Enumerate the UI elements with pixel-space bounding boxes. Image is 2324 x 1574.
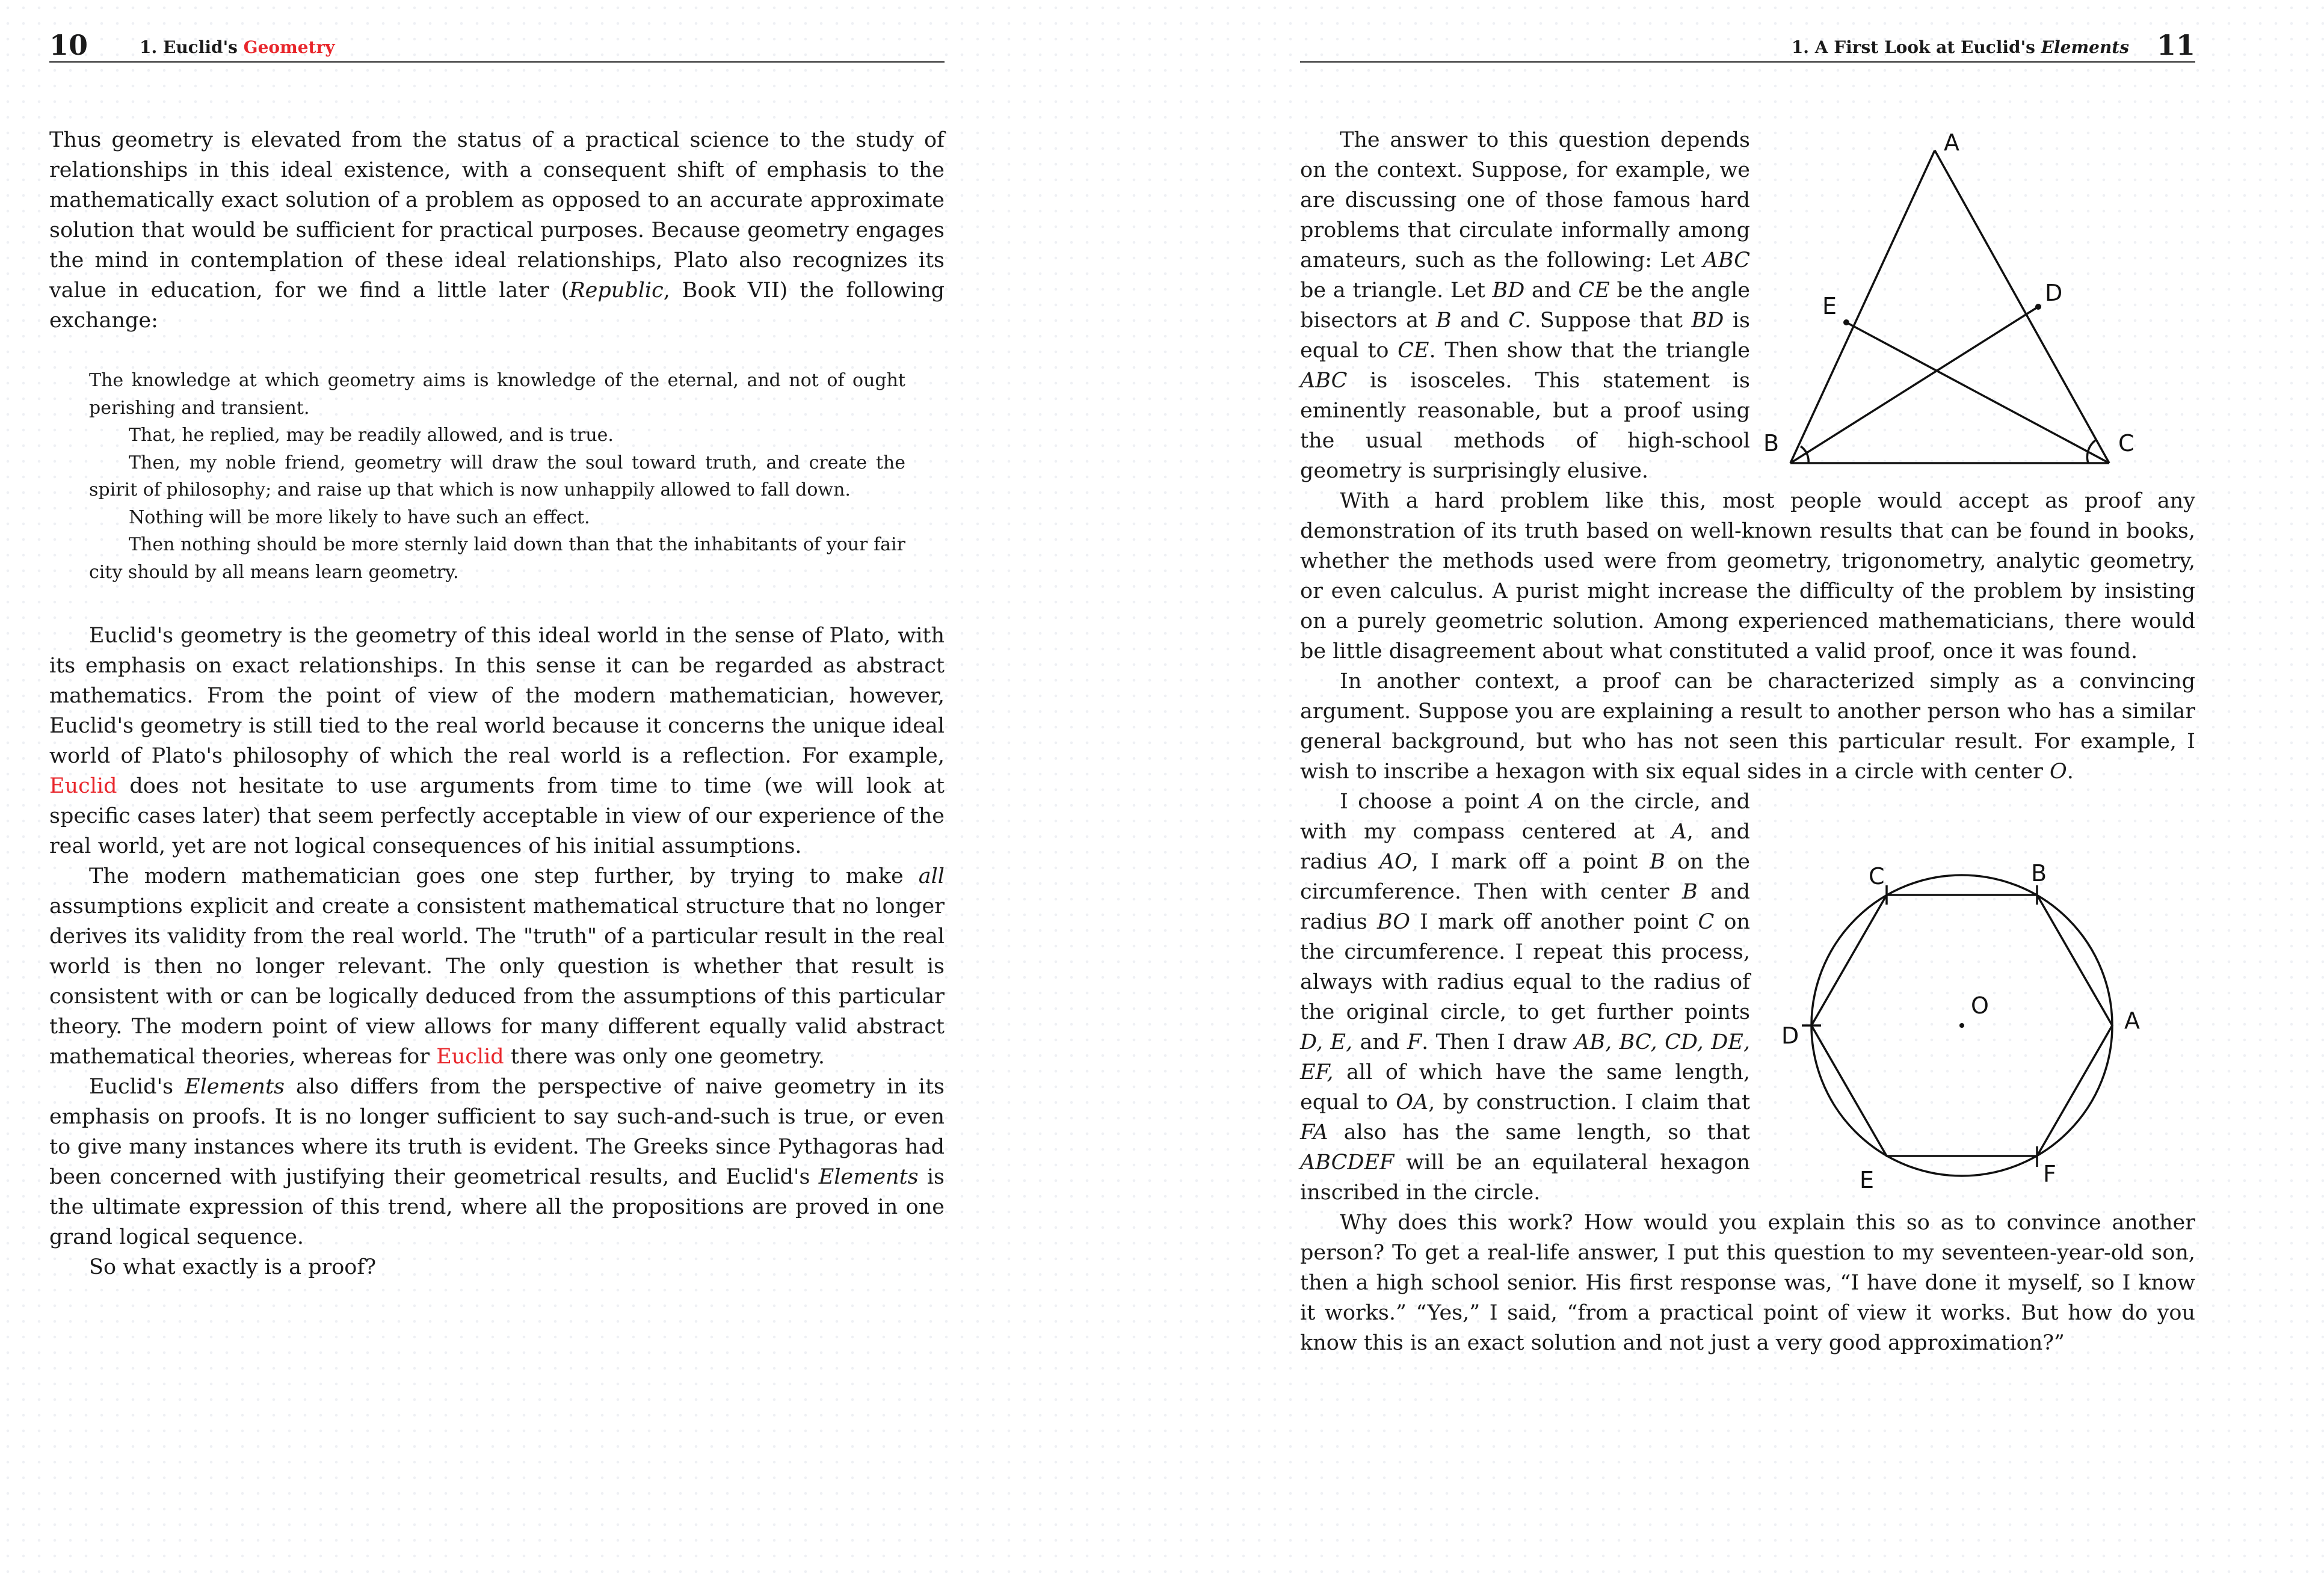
italic-text: BD — [1492, 278, 1525, 303]
page-number: 11 — [2156, 29, 2195, 61]
text-span: will be an equilateral hexagon inscribed in the circle. — [1300, 1151, 1750, 1205]
text-span: also differs from the perspective of naive geometry in its emphasis on proofs. It is no longer sufficient to say such-and-such is true, or even to give many instances where its truth is evident. The Greeks since Pythagoras had been concerned with justifying their geometrical results, and Euclid's — [49, 1075, 945, 1189]
block-quote — [49, 367, 945, 586]
paragraph — [49, 861, 945, 1072]
paragraph — [49, 621, 945, 861]
right-page — [1162, 0, 2324, 1574]
italic-text: D, E, — [1300, 1030, 1353, 1054]
euclid-link[interactable]: Euclid — [49, 774, 117, 798]
hexagon-label-o: O — [1971, 992, 1989, 1019]
center-point-o — [1959, 1023, 1964, 1028]
italic-text: O — [2050, 760, 2067, 784]
triangle-label-a: A — [1944, 129, 1959, 156]
paragraph: With a hard problem like this, most people would accept as proof any demonstration of its truth based on well-known results that can be found in books, whether the methods used were from geometry, trigonometry, analytic geometry, or even calculus. A purist might increase the difficulty of the problem by insisting on a purely geometric solution. Among experienced mathematicians, there would be little disagreement about what constituted a valid proof, once it was found. — [1300, 489, 2195, 663]
triangle-label-c: C — [2118, 430, 2134, 457]
text-span: is equal to — [1300, 309, 1750, 363]
italic-text: F — [1407, 1030, 1422, 1054]
text-span: be the angle bisectors at — [1300, 278, 1750, 333]
running-head-text: 1. A First Look at Euclid's — [1791, 37, 2035, 57]
text-span: and — [1451, 309, 1509, 333]
hexagon-label-a: A — [2124, 1007, 2140, 1034]
hexagon-label-d: D — [1781, 1022, 1799, 1049]
quote-line: Nothing will be more likely to have such an effect. — [129, 506, 590, 528]
text-span: . Then I draw — [1422, 1030, 1574, 1054]
triangle-side-ab — [1790, 150, 1935, 463]
text-span: does not hesitate to use arguments from time to time (we will look at specific cases later) that seem perfectly acceptable in view of our experience of the real world, yet are not logical consequences of his initial assumptions. — [49, 774, 945, 858]
running-head-italic: Elements — [2041, 37, 2129, 57]
italic-text: Elements — [185, 1075, 285, 1099]
euclid-link[interactable]: Euclid — [436, 1045, 504, 1069]
paragraph — [1300, 787, 1750, 1208]
italic-text: all — [918, 864, 945, 888]
text-span: and radius — [1300, 880, 1750, 934]
text-span: and — [1524, 278, 1579, 303]
italic-text: B — [1682, 880, 1698, 904]
triangle-label-d: D — [2045, 280, 2063, 306]
italic-text: ABC — [1703, 248, 1750, 272]
triangle-figure — [1763, 126, 2136, 481]
text-span: also has the same length, so that — [1328, 1121, 1750, 1145]
italic-text: AO — [1379, 850, 1412, 874]
left-page-body — [49, 125, 945, 1282]
paragraph — [49, 1072, 945, 1252]
italic-text: C — [1698, 910, 1715, 934]
triangle-label-b: B — [1763, 430, 1780, 457]
paragraph: Why does this work? How would you explain this so as to convince another person? To get a real-life answer, I put this question to my seventeen-year-old son, then a high school senior. His first response was, “I have done it myself, so I know it works.” “Yes,” I said, “from a practical point of view it works. But how do you know this is an exact solution and not just a very good approximation?” — [1300, 1211, 2195, 1355]
right-page-header — [1300, 31, 2195, 63]
text-span: on the circle, and with my compass centered at — [1300, 790, 1750, 844]
text-span: on the circumference. Then with center — [1300, 850, 1751, 904]
text-span: . — [2067, 760, 2074, 784]
running-head — [1792, 37, 2129, 57]
hexagon-label-c: C — [1869, 863, 1885, 890]
italic-text: Republic — [569, 278, 664, 303]
text-span: The answer to this question depends on the context. Suppose, for example, we are discussing one of those famous hard problems that circulate informally among amateurs, such as the following: Let — [1300, 128, 1750, 272]
paragraph — [49, 125, 945, 336]
hexagon-figure — [1769, 848, 2142, 1221]
text-span: . Suppose that — [1524, 309, 1692, 333]
text-span: The modern mathematician goes one step further, by trying to make — [89, 864, 919, 888]
paragraph: So what exactly is a proof? — [89, 1255, 377, 1279]
point-d — [2035, 304, 2041, 310]
text-span: Thus geometry is elevated from the status of a practical science to the study of relationships in this ideal existence, with a consequent shift of emphasis to the mathematically exact solution of a problem as opposed to an accurate approximate solution that would be sufficient for practical purposes. Because geometry engages the mind in contemplation of these ideal relationships, Plato also recognizes its value in education, for we find a little later ( — [49, 128, 945, 303]
italic-text: A — [1529, 790, 1544, 814]
text-span: there was only one geometry. — [504, 1045, 825, 1069]
left-page-header — [49, 31, 945, 63]
text-span: on the circumference. I repeat this process, always with radius equal to the radius of the original circle, to get further points — [1300, 910, 1750, 1024]
hexagon-label-e: E — [1860, 1167, 1875, 1193]
italic-text: AB, BC, CD, DE, EF, — [1300, 1030, 1750, 1084]
italic-text: CE — [1398, 339, 1429, 363]
italic-text: B — [1650, 850, 1665, 874]
italic-text: FA — [1300, 1121, 1328, 1145]
italic-text: C — [1508, 309, 1525, 333]
point-e — [1843, 319, 1849, 325]
text-span: , by construction. I claim that — [1428, 1090, 1751, 1114]
italic-text: BD — [1691, 309, 1724, 333]
text-span: all of which have the same length, equal to — [1300, 1060, 1750, 1114]
italic-text: ABC — [1300, 369, 1348, 393]
text-span: , and radius — [1300, 820, 1750, 874]
paragraph — [1300, 666, 2195, 787]
running-head-text: 1. Euclid's — [140, 37, 238, 57]
text-span: , I mark off a point — [1411, 850, 1650, 874]
quote-line: Then, my noble friend, geometry will draw the soul toward truth, and create the spirit of philosophy; and raise up that which is now unhappily allowed to fall down. — [89, 452, 905, 500]
text-span: be a triangle. Let — [1300, 278, 1493, 303]
text-span: I mark off another point — [1410, 910, 1698, 934]
italic-text: BO — [1376, 910, 1410, 934]
triangle-label-e: E — [1822, 293, 1837, 319]
paragraph — [1300, 125, 1750, 486]
page-number: 10 — [49, 29, 88, 61]
italic-text: ABCDEF — [1300, 1151, 1395, 1175]
text-span: In another context, a proof can be characterized simply as a convincing argument. Suppose you are explaining a result to another person who has a similar general background, but who has not seen this particular result. For example, I wish to inscribe a hexagon with six equal sides in a circle with center — [1300, 669, 2195, 784]
running-head — [140, 37, 334, 57]
text-span: , Book VII) the following exchange: — [49, 278, 945, 333]
text-span: assumptions explicit and create a consistent mathematical structure that no longer derives its validity from the real world. The "truth" of a particular result in the real world is then no longer relevant. The only question is whether that result is consistent with or can be logically deduced from the assumptions of this particular theory. The modern point of view allows for many different equally valid abstract mathematical theories, whereas for — [49, 894, 945, 1069]
running-head-link[interactable]: Geometry — [243, 37, 335, 57]
italic-text: B — [1435, 309, 1452, 333]
italic-text: Elements — [818, 1165, 919, 1189]
text-span: and — [1352, 1030, 1407, 1054]
angle-mark-c — [2087, 440, 2095, 463]
text-span: I choose a point — [1340, 790, 1529, 814]
italic-text: A — [1671, 820, 1687, 844]
quote-line: Then nothing should be more sternly laid down than that the inhabitants of your fair city should by all means learn geometry. — [89, 534, 905, 583]
italic-text: CE — [1578, 278, 1610, 303]
hexagon-label-b: B — [2031, 860, 2047, 887]
quote-line: The knowledge at which geometry aims is knowledge of the eternal, and not of ought perishing and transient. — [89, 370, 905, 419]
text-span: Euclid's geometry is the geometry of this ideal world in the sense of Plato, with its emphasis on exact relationships. In this sense it can be regarded as abstract mathematics. From the point of view of the modern mathematician, however, Euclid's geometry is still tied to the real world because it concerns the unique ideal world of Plato's philosophy of which the real world is a reflection. For example, — [49, 624, 945, 768]
italic-text: OA — [1396, 1090, 1429, 1114]
text-span: is isosceles. This statement is eminently reasonable, but a proof using the usual methods of high-school geometry is surprisingly elusive. — [1300, 369, 1750, 483]
quote-line: That, he replied, may be readily allowed, and is true. — [129, 425, 614, 446]
hexagon-label-f: F — [2043, 1161, 2056, 1187]
text-span: is the ultimate expression of this trend, where all the propositions are proved in one grand logical sequence. — [49, 1165, 945, 1249]
text-span: Euclid's — [89, 1075, 185, 1099]
text-span: . Then show that the triangle — [1429, 339, 1750, 363]
